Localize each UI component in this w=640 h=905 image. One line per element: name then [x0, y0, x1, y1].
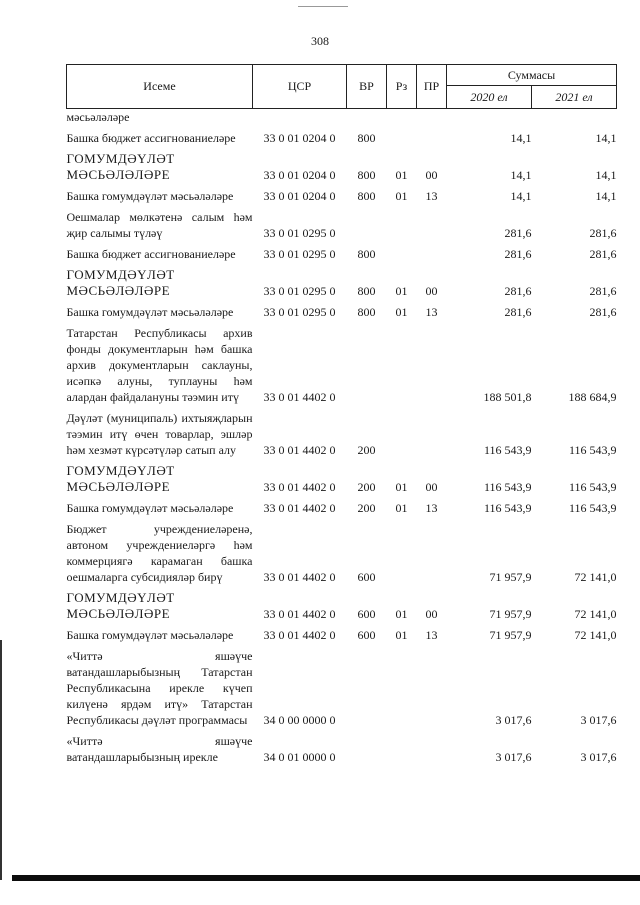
row-name: Башка бюджет ассигнованиеләре: [66, 247, 236, 261]
table-row: [67, 125, 617, 146]
header-vr: ВР: [347, 65, 387, 109]
row-vr: [347, 728, 387, 765]
row-rz: [387, 241, 417, 262]
row-name: «Читтә яшәүче ватандашларыбызның ирекле: [66, 734, 253, 764]
row-sum-2020: 71 957,9: [489, 570, 532, 584]
row-name: мәсьәләләре: [66, 110, 130, 124]
page-number: 308: [311, 34, 329, 48]
row-name: Оешмалар мөлкәтенә салым һәм җир салымы түләү: [66, 210, 253, 240]
row-vr: [347, 643, 387, 728]
row-pr: 00: [425, 168, 438, 182]
row-sum-2020: 3 017,6: [495, 713, 532, 727]
row-pr: 13: [425, 305, 438, 319]
row-sum-2020: 281,6: [504, 247, 532, 261]
row-sum-2021: 72 141,0: [574, 628, 617, 642]
row-sum-2020: 116 543,9: [483, 501, 532, 515]
row-csr: 33 0 01 0295 0: [263, 284, 336, 298]
row-rz: [387, 320, 417, 405]
row-pr: [417, 728, 447, 765]
row-rz: [387, 109, 417, 126]
row-pr: [417, 125, 447, 146]
row-csr: 33 0 01 4402 0: [263, 480, 336, 494]
row-csr: 33 0 01 0204 0: [263, 189, 336, 203]
row-sum-2021: 14,1: [595, 189, 617, 203]
row-sum-2021: 281,6: [589, 226, 617, 240]
row-vr: 600: [357, 570, 376, 584]
row-pr: [417, 320, 447, 405]
row-vr: 800: [357, 168, 376, 182]
row-rz: 01: [395, 480, 408, 494]
table-row: [67, 622, 617, 643]
row-sum-2021: [532, 109, 617, 126]
row-vr: 200: [357, 501, 376, 515]
table-row: [67, 146, 617, 183]
row-name: Башка гомумдәүләт мәсьәләләре: [66, 305, 234, 319]
row-name: Татарстан Республикасы архив фонды документларын һәм башка архив документларын саклауны, исәпкә алуны, туплауны һәм алардан файдалануны тәэмин итү: [66, 326, 253, 404]
row-csr: 33 0 01 0295 0: [263, 247, 336, 261]
row-csr: 33 0 01 4402 0: [263, 607, 336, 621]
row-csr: 34 0 01 0000 0: [263, 750, 336, 764]
table-row: [67, 109, 617, 126]
row-rz: [387, 728, 417, 765]
row-pr: [417, 241, 447, 262]
row-sum-2020: 281,6: [504, 284, 532, 298]
row-sum-2020: 116 543,9: [483, 443, 532, 457]
row-sum-2020: 14,1: [510, 168, 532, 182]
row-rz: [387, 516, 417, 585]
row-sum-2021: 14,1: [595, 168, 617, 182]
row-sum-2020: 116 543,9: [483, 480, 532, 494]
row-sum-2021: 281,6: [589, 305, 617, 319]
table-body: [67, 109, 617, 766]
row-sum-2020: [447, 109, 532, 126]
row-vr: 800: [357, 131, 376, 145]
row-rz: [387, 125, 417, 146]
row-rz: [387, 405, 417, 458]
row-vr: 600: [357, 628, 376, 642]
row-rz: 01: [395, 305, 408, 319]
row-vr: 600: [357, 607, 376, 621]
row-name: ГОМУМДӘҮЛӘТ МӘСЬӘЛӘЛӘРЕ: [66, 463, 175, 494]
header-rz: Рз: [387, 65, 417, 109]
row-sum-2020: 14,1: [510, 131, 532, 145]
row-rz: [387, 643, 417, 728]
table-row: [67, 262, 617, 299]
row-csr: 33 0 01 4402 0: [263, 390, 336, 404]
row-sum-2021: 281,6: [589, 284, 617, 298]
row-pr: [417, 643, 447, 728]
table-row: [67, 585, 617, 622]
row-pr: 00: [425, 480, 438, 494]
row-name: Башка гомумдәүләт мәсьәләләре: [66, 189, 234, 203]
table-row: [67, 728, 617, 765]
scan-edge: [0, 640, 2, 880]
row-rz: 01: [395, 168, 408, 182]
row-sum-2021: 116 543,9: [568, 443, 617, 457]
row-pr: 13: [425, 501, 438, 515]
row-name: Башка гомумдәүләт мәсьәләләре: [66, 628, 234, 642]
row-pr: [417, 405, 447, 458]
row-pr: 13: [425, 628, 438, 642]
row-csr: [253, 109, 347, 126]
table-row: [67, 241, 617, 262]
row-vr: 800: [357, 284, 376, 298]
row-vr: [347, 320, 387, 405]
table-row: [67, 320, 617, 405]
row-sum-2020: 14,1: [510, 189, 532, 203]
row-name: ГОМУМДӘҮЛӘТ МӘСЬӘЛӘЛӘРЕ: [66, 151, 175, 182]
header-pr: ПР: [417, 65, 447, 109]
row-vr: 200: [357, 443, 376, 457]
row-pr: [417, 109, 447, 126]
row-pr: 00: [425, 284, 438, 298]
row-vr: 800: [357, 247, 376, 261]
row-sum-2021: 281,6: [589, 247, 617, 261]
table-row: [67, 183, 617, 204]
row-sum-2021: 116 543,9: [568, 501, 617, 515]
row-rz: 01: [395, 189, 408, 203]
row-rz: 01: [395, 501, 408, 515]
row-sum-2020: 71 957,9: [489, 628, 532, 642]
header-csr: ЦСР: [253, 65, 347, 109]
row-sum-2020: 71 957,9: [489, 607, 532, 621]
row-rz: [387, 204, 417, 241]
row-pr: 13: [425, 189, 438, 203]
row-rz: 01: [395, 628, 408, 642]
row-name: Дәүләт (муниципаль) ихтыяҗларын тәэмин итү өчен товарлар, эшләр һәм хезмәт күрсәтүләр сатып алу: [66, 411, 253, 457]
row-vr: [347, 204, 387, 241]
table-row: [67, 643, 617, 728]
table-row: [67, 516, 617, 585]
table-row: [67, 458, 617, 495]
row-rz: 01: [395, 607, 408, 621]
row-name: ГОМУМДӘҮЛӘТ МӘСЬӘЛӘЛӘРЕ: [66, 267, 175, 298]
header-year-2020: 2020 ел: [447, 86, 532, 109]
table-row: [67, 405, 617, 458]
table-row: [67, 299, 617, 320]
row-sum-2021: 116 543,9: [568, 480, 617, 494]
row-csr: 33 0 01 4402 0: [263, 501, 336, 515]
table-row: [67, 495, 617, 516]
scan-bottom-bar: [12, 875, 640, 881]
row-vr: 200: [357, 480, 376, 494]
row-csr: 33 0 01 0204 0: [263, 131, 336, 145]
row-sum-2021: 72 141,0: [574, 570, 617, 584]
row-pr: [417, 204, 447, 241]
row-pr: [417, 516, 447, 585]
row-vr: 800: [357, 305, 376, 319]
top-edge-line: [298, 6, 348, 7]
row-sum-2021: 3 017,6: [580, 750, 617, 764]
row-csr: 33 0 01 0295 0: [263, 305, 336, 319]
row-vr: [347, 109, 387, 126]
row-sum-2021: 3 017,6: [580, 713, 617, 727]
row-csr: 33 0 01 0295 0: [263, 226, 336, 240]
header-name: Исеме: [67, 65, 253, 109]
row-sum-2021: 72 141,0: [574, 607, 617, 621]
row-csr: 33 0 01 0204 0: [263, 168, 336, 182]
header-year-2021: 2021 ел: [532, 86, 617, 109]
row-sum-2021: 14,1: [595, 131, 617, 145]
row-rz: 01: [395, 284, 408, 298]
header-sums: Суммасы: [447, 65, 617, 86]
row-sum-2021: 188 684,9: [568, 390, 617, 404]
row-csr: 33 0 01 4402 0: [263, 443, 336, 457]
row-sum-2020: 281,6: [504, 226, 532, 240]
row-sum-2020: 3 017,6: [495, 750, 532, 764]
row-name: «Читтә яшәүче ватандашларыбызның Татарстан Республикасына ирекле күчеп килүенә ярдәм итү» Татарстан Республикасы дәүләт программасы: [66, 649, 253, 727]
row-sum-2020: 281,6: [504, 305, 532, 319]
row-name: Бюджет учреждениеләренә, автоном учреждениеләргә һәм коммерциягә карамаган башка оешмаларга субсидияләр бирү: [66, 522, 253, 584]
row-csr: 33 0 01 4402 0: [263, 570, 336, 584]
table-row: [67, 204, 617, 241]
row-csr: 34 0 00 0000 0: [263, 713, 336, 727]
row-sum-2020: 188 501,8: [483, 390, 532, 404]
row-csr: 33 0 01 4402 0: [263, 628, 336, 642]
budget-table: [66, 64, 617, 765]
row-vr: 800: [357, 189, 376, 203]
row-name: Башка гомумдәүләт мәсьәләләре: [66, 501, 234, 515]
row-pr: 00: [425, 607, 438, 621]
row-name: Башка бюджет ассигнованиеләре: [66, 131, 236, 145]
row-name: ГОМУМДӘҮЛӘТ МӘСЬӘЛӘЛӘРЕ: [66, 590, 175, 621]
